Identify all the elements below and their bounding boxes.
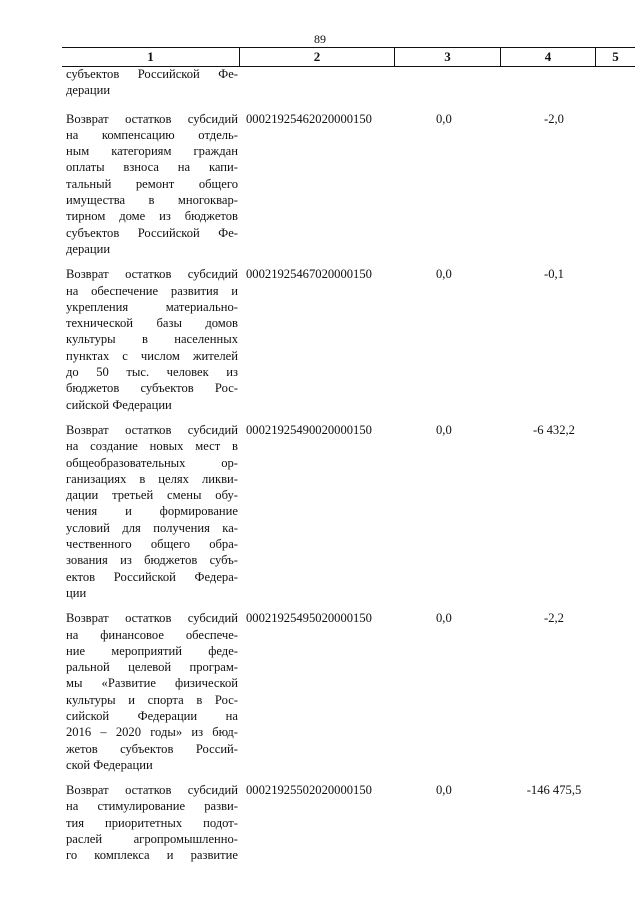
description-line: сийской Федерации bbox=[66, 397, 172, 412]
row-value-col4: -0,1 bbox=[544, 267, 564, 282]
row-code: 00021925490020000150 bbox=[246, 422, 372, 437]
description-line: дерации bbox=[66, 83, 111, 98]
table-row bbox=[66, 782, 635, 863]
description-line: ской Федерации bbox=[66, 757, 153, 772]
description-line: Возврат остатков субсидий bbox=[66, 111, 238, 126]
column-header-5: 5 bbox=[595, 48, 635, 66]
description-line: Возврат остатков субсидий bbox=[66, 422, 238, 437]
description-line: до 50 тыс. человек из bbox=[66, 365, 238, 380]
table-body bbox=[66, 66, 635, 864]
description-line: Возврат остатков субсидий bbox=[66, 611, 238, 626]
description-line: чения и формирование bbox=[66, 504, 238, 519]
description-line: технической базы домов bbox=[66, 316, 238, 331]
row-code: 00021925502020000150 bbox=[246, 783, 372, 798]
description-line: на финансовое обеспече- bbox=[66, 627, 238, 642]
description-line: дации третьей смены обу- bbox=[66, 488, 238, 503]
description-line: ние мероприятий феде- bbox=[66, 643, 238, 658]
description-line: чественного общего обра- bbox=[66, 537, 238, 552]
description-line: дерации bbox=[66, 241, 111, 256]
description-line: оплаты взноса на капи- bbox=[66, 160, 238, 175]
row-description bbox=[66, 111, 238, 258]
description-line: ектов Российской Федера- bbox=[66, 569, 238, 584]
table-row bbox=[66, 610, 635, 773]
description-line: общеобразовательных ор- bbox=[66, 455, 238, 470]
description-line: культуры в населенных bbox=[66, 332, 238, 347]
row-code: 00021925495020000150 bbox=[246, 611, 372, 626]
column-header-3: 3 bbox=[394, 48, 500, 66]
row-value-col3: 0,0 bbox=[436, 422, 452, 437]
description-line: 2016 – 2020 годы» из бюд- bbox=[66, 725, 238, 740]
table-row bbox=[66, 111, 635, 258]
description-line: бюджетов субъектов Рос- bbox=[66, 381, 238, 396]
row-value-col3: 0,0 bbox=[436, 783, 452, 798]
row-value-col4: -6 432,2 bbox=[533, 422, 575, 437]
row-code: 00021925462020000150 bbox=[246, 111, 372, 126]
row-description bbox=[66, 610, 238, 773]
row-value-col4: -2,2 bbox=[544, 611, 564, 626]
column-header-row bbox=[62, 47, 635, 67]
description-line: ганизациях в целях ликви- bbox=[66, 471, 238, 486]
description-line: тирном доме из бюджетов bbox=[66, 209, 238, 224]
description-line: зования из бюджетов субъ- bbox=[66, 553, 238, 568]
row-value-col3: 0,0 bbox=[436, 267, 452, 282]
description-line: жетов субъектов Россий- bbox=[66, 741, 238, 756]
description-line: мы «Развитие физической bbox=[66, 676, 238, 691]
description-line: тальный ремонт общего bbox=[66, 176, 238, 191]
description-line: тия приоритетных подот- bbox=[66, 815, 238, 830]
description-line: имущества в многоквар- bbox=[66, 193, 238, 208]
row-value-col4: -146 475,5 bbox=[526, 783, 582, 798]
description-line: ральной целевой програм- bbox=[66, 660, 238, 675]
page-number: 89 bbox=[314, 32, 326, 46]
description-line: укрепления материально- bbox=[66, 299, 238, 314]
description-line: сийской Федерации на bbox=[66, 708, 238, 723]
description-line: ции bbox=[66, 585, 87, 600]
row-value-col4: -2,0 bbox=[544, 111, 564, 126]
description-line: пунктах с числом жителей bbox=[66, 348, 238, 363]
row-description bbox=[66, 266, 238, 413]
description-line: Возврат остатков субсидий bbox=[66, 267, 238, 282]
row-code: 00021925467020000150 bbox=[246, 267, 372, 282]
description-line: условий для получения ка- bbox=[66, 520, 238, 535]
column-header-1: 1 bbox=[147, 49, 154, 64]
description-line: культуры и спорта в Рос- bbox=[66, 692, 238, 707]
description-line: го комплекса и развитие bbox=[66, 848, 238, 863]
table-row bbox=[66, 422, 635, 601]
table-row bbox=[66, 266, 635, 413]
description-line: на стимулирование разви- bbox=[66, 799, 238, 814]
description-line: Возврат остатков субсидий bbox=[66, 783, 238, 798]
column-header-2: 2 bbox=[239, 48, 394, 66]
description-line: на создание новых мест в bbox=[66, 439, 238, 454]
table-row bbox=[66, 66, 635, 99]
description-line: ным категориям граждан bbox=[66, 144, 238, 159]
row-value-col3: 0,0 bbox=[436, 611, 452, 626]
row-description bbox=[66, 422, 238, 601]
row-description bbox=[66, 782, 238, 863]
description-line: субъектов Российской Фе- bbox=[66, 67, 238, 81]
description-line: субъектов Российской Фе- bbox=[66, 225, 238, 240]
description-line: раслей агропромышленно- bbox=[66, 832, 238, 847]
description-line: на компенсацию отдель- bbox=[66, 127, 238, 142]
column-header-4: 4 bbox=[500, 48, 595, 66]
description-line: на обеспечение развития и bbox=[66, 283, 238, 298]
row-value-col3: 0,0 bbox=[436, 111, 452, 126]
row-description bbox=[66, 66, 238, 99]
